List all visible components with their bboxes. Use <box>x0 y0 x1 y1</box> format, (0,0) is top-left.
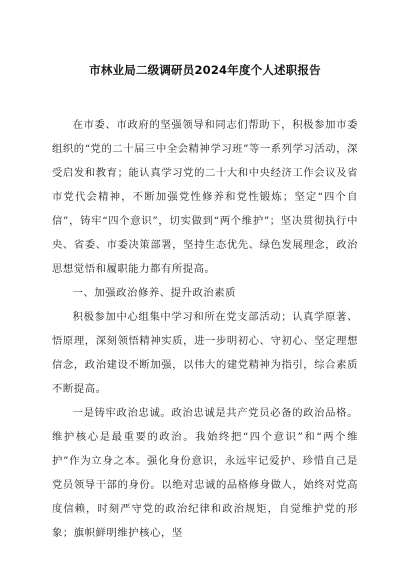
paragraph-loyalty: 一是铸牢政治忠诚。政治忠诚是共产党员必备的政治品格。维护核心是最重要的政治。我始终把“四个意识”和“两个维护”作为立身之本。强化身份意识，永远牢记爱护、珍惜自己是党员领导干部的身份。以绝对忠诚的品格修身做人，始终对党高度信赖，时刻严守党的政治纪律和政治规矩，自觉维护党的形象；旗帜鲜明维护核心，坚 <box>52 407 358 539</box>
section-heading-1: 一、加强政治修养、提升政治素质 <box>72 287 237 299</box>
document-title: 市林业局二级调研员2024年度个人述职报告 <box>89 63 321 77</box>
paragraph-intro: 在市委、市政府的坚强领导和同志们帮助下，积极参加市委组织的“党的二十届三中全会精神学习班”等一系列学习活动，深受启发和教育；能认真学习党的二十大和中央经济工作会议及省市党代会精神，不断加强党性修养和党性锻炼；坚定“四个自信”，铸牢“四个意识”，切实做到“两个维护”；坚决贯彻执行中央、省委、市委决策部署，坚持生态优先、绿色发展理念，政治思想觉悟和履职能力都有所提高。 <box>52 119 358 275</box>
paragraph-study: 积极参加中心组集中学习和所在党支部活动；认真学原著、悟原理，深刻领悟精神实质，进一步明初心、守初心、坚定理想信念，政治建设不断加强，以伟大的建党精神为指引，综合素质不断提高。 <box>52 311 358 395</box>
